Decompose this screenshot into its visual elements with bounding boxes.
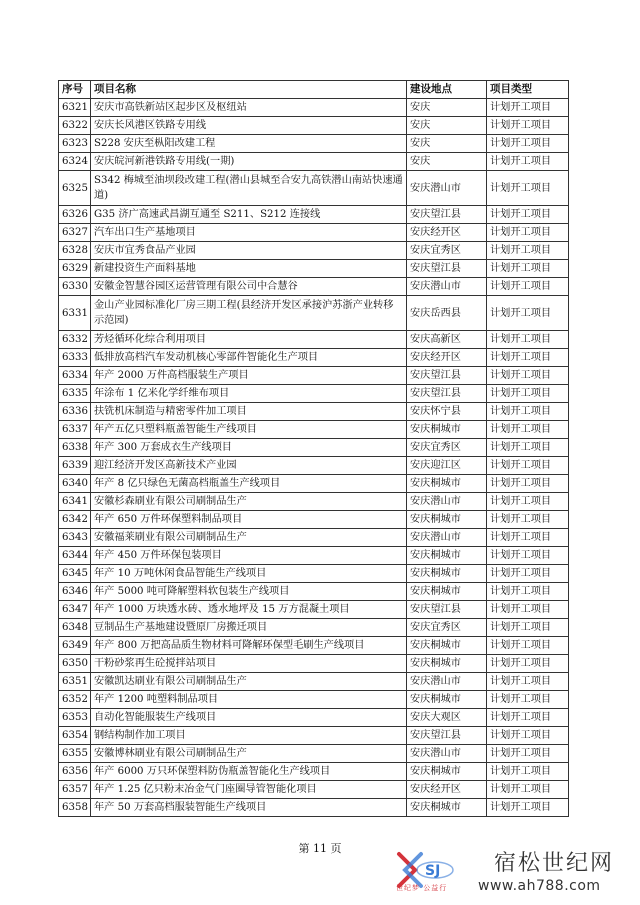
cell-location: 安庆宜秀区 bbox=[407, 242, 487, 260]
cell-project-type: 计划开工项目 bbox=[487, 529, 569, 547]
cell-project-name: 年产 450 万件环保包装项目 bbox=[91, 547, 407, 565]
cell-location: 安庆宜秀区 bbox=[407, 619, 487, 637]
table-row bbox=[59, 799, 569, 817]
table-row bbox=[59, 171, 569, 206]
cell-project-type: 计划开工项目 bbox=[487, 349, 569, 367]
cell-project-name: 年产 10 万吨休闲食品智能生产线项目 bbox=[91, 565, 407, 583]
cell-project-name: 年涂布 1 亿米化学纤维布项目 bbox=[91, 385, 407, 403]
cell-location: 安庆迎江区 bbox=[407, 457, 487, 475]
cell-serial: 6354 bbox=[59, 727, 91, 745]
cell-project-type: 计划开工项目 bbox=[487, 547, 569, 565]
cell-serial: 6336 bbox=[59, 403, 91, 421]
cell-location: 安庆桐城市 bbox=[407, 421, 487, 439]
project-table bbox=[58, 80, 569, 817]
cell-project-name: 年产 5000 吨可降解塑料软包装生产线项目 bbox=[91, 583, 407, 601]
table-row bbox=[59, 278, 569, 296]
cell-location: 安庆望江县 bbox=[407, 206, 487, 224]
cell-serial: 6357 bbox=[59, 781, 91, 799]
cell-project-name: 安庆皖河新港铁路专用线(一期) bbox=[91, 153, 407, 171]
cell-serial: 6321 bbox=[59, 99, 91, 117]
cell-project-type: 计划开工项目 bbox=[487, 153, 569, 171]
cell-project-type: 计划开工项目 bbox=[487, 403, 569, 421]
cell-serial: 6328 bbox=[59, 242, 91, 260]
cell-project-name: 年产 6000 万只环保塑料防伪瓶盖智能化生产线项目 bbox=[91, 763, 407, 781]
cell-project-name: 汽车出口生产基地项目 bbox=[91, 224, 407, 242]
table-row bbox=[59, 475, 569, 493]
site-url: www.ah788.com bbox=[478, 878, 601, 894]
table-row bbox=[59, 637, 569, 655]
cell-project-type: 计划开工项目 bbox=[487, 691, 569, 709]
cell-project-name: 金山产业园标准化厂房三期工程(县经济开发区承接沪苏浙产业转移示范园) bbox=[91, 296, 407, 331]
cell-serial: 6342 bbox=[59, 511, 91, 529]
table-row bbox=[59, 206, 569, 224]
table-row bbox=[59, 691, 569, 709]
cell-location: 安庆潜山市 bbox=[407, 529, 487, 547]
cell-serial: 6351 bbox=[59, 673, 91, 691]
cell-project-type: 计划开工项目 bbox=[487, 493, 569, 511]
cell-serial: 6335 bbox=[59, 385, 91, 403]
header-serial: 序号 bbox=[59, 81, 91, 99]
cell-project-name: 扶铣机床制造与精密零件加工项目 bbox=[91, 403, 407, 421]
cell-location: 安庆大观区 bbox=[407, 709, 487, 727]
cell-serial: 6340 bbox=[59, 475, 91, 493]
cell-project-type: 计划开工项目 bbox=[487, 763, 569, 781]
cell-location: 安庆潜山市 bbox=[407, 745, 487, 763]
page-number: 第 11 页 bbox=[298, 842, 342, 855]
cell-location: 安庆桐城市 bbox=[407, 637, 487, 655]
cell-serial: 6334 bbox=[59, 367, 91, 385]
cell-project-name: 年产 1200 吨塑料制品项目 bbox=[91, 691, 407, 709]
table-row bbox=[59, 224, 569, 242]
cell-project-type: 计划开工项目 bbox=[487, 224, 569, 242]
cell-location: 安庆高新区 bbox=[407, 331, 487, 349]
cell-project-name: 干粉砂浆再生砼搅拌站项目 bbox=[91, 655, 407, 673]
cell-project-name: 安徽凯达刷业有限公司刷制品生产 bbox=[91, 673, 407, 691]
cell-location: 安庆 bbox=[407, 135, 487, 153]
cell-project-name: 安徽杉森刷业有限公司刷制品生产 bbox=[91, 493, 407, 511]
cell-serial: 6346 bbox=[59, 583, 91, 601]
cell-location: 安庆怀宁县 bbox=[407, 403, 487, 421]
cell-location: 安庆 bbox=[407, 99, 487, 117]
cell-project-type: 计划开工项目 bbox=[487, 439, 569, 457]
cell-location: 安庆望江县 bbox=[407, 367, 487, 385]
cell-project-name: 自动化智能服装生产线项目 bbox=[91, 709, 407, 727]
cell-project-type: 计划开工项目 bbox=[487, 206, 569, 224]
table-row bbox=[59, 781, 569, 799]
table-row bbox=[59, 439, 569, 457]
cell-project-name: S228 安庆至枞阳改建工程 bbox=[91, 135, 407, 153]
table-row bbox=[59, 117, 569, 135]
cell-project-name: 年产 1.25 亿只粉末冶金气门座圈导管智能化项目 bbox=[91, 781, 407, 799]
cell-project-type: 计划开工项目 bbox=[487, 135, 569, 153]
cell-location: 安庆经开区 bbox=[407, 224, 487, 242]
cell-project-name: 年产 50 万套高档服装智能生产线项目 bbox=[91, 799, 407, 817]
cell-project-name: 年产 1000 万块透水砖、透水地坪及 15 万方混凝土项目 bbox=[91, 601, 407, 619]
cell-location: 安庆宜秀区 bbox=[407, 439, 487, 457]
cell-project-name: S342 梅城至油坝段改建工程(潜山县城至合安九高铁潜山南站快速通道) bbox=[91, 171, 407, 206]
table-row bbox=[59, 727, 569, 745]
cell-project-type: 计划开工项目 bbox=[487, 117, 569, 135]
header-project-type: 项目类型 bbox=[487, 81, 569, 99]
cell-serial: 6348 bbox=[59, 619, 91, 637]
cell-project-type: 计划开工项目 bbox=[487, 727, 569, 745]
table-row bbox=[59, 493, 569, 511]
cell-location: 安庆桐城市 bbox=[407, 799, 487, 817]
cell-location: 安庆桐城市 bbox=[407, 763, 487, 781]
cell-project-type: 计划开工项目 bbox=[487, 421, 569, 439]
table-row bbox=[59, 763, 569, 781]
cell-location: 安庆桐城市 bbox=[407, 547, 487, 565]
cell-project-type: 计划开工项目 bbox=[487, 260, 569, 278]
cell-serial: 6329 bbox=[59, 260, 91, 278]
cell-project-type: 计划开工项目 bbox=[487, 619, 569, 637]
cell-serial: 6332 bbox=[59, 331, 91, 349]
cell-serial: 6344 bbox=[59, 547, 91, 565]
cell-project-type: 计划开工项目 bbox=[487, 296, 569, 331]
cell-location: 安庆 bbox=[407, 117, 487, 135]
cell-project-type: 计划开工项目 bbox=[487, 511, 569, 529]
table-row bbox=[59, 296, 569, 331]
cell-project-type: 计划开工项目 bbox=[487, 565, 569, 583]
cell-serial: 6333 bbox=[59, 349, 91, 367]
cell-project-name: 安庆市宜秀食品产业园 bbox=[91, 242, 407, 260]
table-row bbox=[59, 673, 569, 691]
table-row bbox=[59, 421, 569, 439]
cell-serial: 6322 bbox=[59, 117, 91, 135]
table-row bbox=[59, 99, 569, 117]
cell-serial: 6358 bbox=[59, 799, 91, 817]
table-row bbox=[59, 619, 569, 637]
cell-project-name: G35 济广高速武昌湖互通至 S211、S212 连接线 bbox=[91, 206, 407, 224]
cell-location: 安庆桐城市 bbox=[407, 565, 487, 583]
table-row bbox=[59, 583, 569, 601]
cell-project-type: 计划开工项目 bbox=[487, 475, 569, 493]
header-location: 建设地点 bbox=[407, 81, 487, 99]
cell-location: 安庆望江县 bbox=[407, 601, 487, 619]
cell-serial: 6337 bbox=[59, 421, 91, 439]
cell-project-type: 计划开工项目 bbox=[487, 331, 569, 349]
cell-location: 安庆望江县 bbox=[407, 727, 487, 745]
cell-project-type: 计划开工项目 bbox=[487, 242, 569, 260]
cell-project-type: 计划开工项目 bbox=[487, 367, 569, 385]
table-row bbox=[59, 457, 569, 475]
cell-project-type: 计划开工项目 bbox=[487, 583, 569, 601]
cell-serial: 6325 bbox=[59, 171, 91, 206]
cell-serial: 6341 bbox=[59, 493, 91, 511]
cell-location: 安庆潜山市 bbox=[407, 673, 487, 691]
cell-location: 安庆望江县 bbox=[407, 385, 487, 403]
cell-project-type: 计划开工项目 bbox=[487, 171, 569, 206]
cell-project-type: 计划开工项目 bbox=[487, 385, 569, 403]
cell-location: 安庆经开区 bbox=[407, 781, 487, 799]
cell-location: 安庆桐城市 bbox=[407, 583, 487, 601]
table-row bbox=[59, 135, 569, 153]
table-row bbox=[59, 349, 569, 367]
table-row bbox=[59, 709, 569, 727]
cell-location: 安庆 bbox=[407, 153, 487, 171]
cell-project-type: 计划开工项目 bbox=[487, 709, 569, 727]
cell-project-name: 芳烃循环化综合利用项目 bbox=[91, 331, 407, 349]
cell-serial: 6352 bbox=[59, 691, 91, 709]
cell-serial: 6343 bbox=[59, 529, 91, 547]
cell-project-type: 计划开工项目 bbox=[487, 457, 569, 475]
table-row bbox=[59, 331, 569, 349]
cell-project-name: 年产 2000 万件高档服装生产项目 bbox=[91, 367, 407, 385]
cell-location: 安庆潜山市 bbox=[407, 493, 487, 511]
cell-location: 安庆潜山市 bbox=[407, 278, 487, 296]
logo-text: SJ bbox=[425, 863, 441, 879]
table-row bbox=[59, 601, 569, 619]
table-row bbox=[59, 511, 569, 529]
cell-location: 安庆经开区 bbox=[407, 349, 487, 367]
cell-serial: 6330 bbox=[59, 278, 91, 296]
cell-serial: 6326 bbox=[59, 206, 91, 224]
cell-serial: 6350 bbox=[59, 655, 91, 673]
cell-location: 安庆桐城市 bbox=[407, 655, 487, 673]
table-row bbox=[59, 565, 569, 583]
cell-project-name: 豆制品生产基地建设暨原厂房搬迁项目 bbox=[91, 619, 407, 637]
table-row bbox=[59, 529, 569, 547]
cell-project-name: 钢结构制作加工项目 bbox=[91, 727, 407, 745]
table-row bbox=[59, 547, 569, 565]
header-project-name: 项目名称 bbox=[91, 81, 407, 99]
cell-location: 安庆桐城市 bbox=[407, 475, 487, 493]
table-row bbox=[59, 367, 569, 385]
cell-serial: 6347 bbox=[59, 601, 91, 619]
cell-project-name: 年产 650 万件环保塑料制品项目 bbox=[91, 511, 407, 529]
cell-project-type: 计划开工项目 bbox=[487, 99, 569, 117]
cell-project-name: 安庆市高铁新站区起步区及枢纽站 bbox=[91, 99, 407, 117]
cell-serial: 6324 bbox=[59, 153, 91, 171]
table-row bbox=[59, 242, 569, 260]
cell-location: 安庆岳西县 bbox=[407, 296, 487, 331]
logo-tagline: 世纪梦 公益行 bbox=[396, 884, 448, 892]
table-row bbox=[59, 153, 569, 171]
cell-location: 安庆望江县 bbox=[407, 260, 487, 278]
table-row bbox=[59, 745, 569, 763]
table-header-row bbox=[59, 81, 569, 99]
cell-project-name: 迎江经济开发区高新技术产业园 bbox=[91, 457, 407, 475]
cell-serial: 6345 bbox=[59, 565, 91, 583]
cell-project-name: 安徽博林刷业有限公司刷制品生产 bbox=[91, 745, 407, 763]
cell-project-type: 计划开工项目 bbox=[487, 745, 569, 763]
cell-serial: 6349 bbox=[59, 637, 91, 655]
table-row bbox=[59, 260, 569, 278]
cell-serial: 6323 bbox=[59, 135, 91, 153]
cell-location: 安庆桐城市 bbox=[407, 511, 487, 529]
site-name: 宿松世纪网 bbox=[494, 851, 615, 876]
cell-project-name: 年产 800 万把高品质生物材料可降解环保型毛刷生产线项目 bbox=[91, 637, 407, 655]
cell-project-name: 年产 300 万套成衣生产线项目 bbox=[91, 439, 407, 457]
cell-project-name: 低排放高档汽车发动机核心零部件智能化生产项目 bbox=[91, 349, 407, 367]
cell-project-type: 计划开工项目 bbox=[487, 673, 569, 691]
cell-project-name: 安徽福莱刷业有限公司刷制品生产 bbox=[91, 529, 407, 547]
cell-serial: 6339 bbox=[59, 457, 91, 475]
table-row bbox=[59, 655, 569, 673]
cell-project-type: 计划开工项目 bbox=[487, 278, 569, 296]
cell-project-name: 新建投资生产面料基地 bbox=[91, 260, 407, 278]
table-body bbox=[59, 99, 569, 817]
cell-serial: 6331 bbox=[59, 296, 91, 331]
cell-serial: 6327 bbox=[59, 224, 91, 242]
cell-project-name: 年产五亿只塑料瓶盖智能生产线项目 bbox=[91, 421, 407, 439]
cell-serial: 6353 bbox=[59, 709, 91, 727]
cell-project-type: 计划开工项目 bbox=[487, 655, 569, 673]
cell-project-type: 计划开工项目 bbox=[487, 601, 569, 619]
cell-project-name: 安庆长风港区铁路专用线 bbox=[91, 117, 407, 135]
table-row bbox=[59, 403, 569, 421]
cell-serial: 6355 bbox=[59, 745, 91, 763]
cell-project-name: 安徽金智慧谷园区运营管理有限公司中合慧谷 bbox=[91, 278, 407, 296]
cell-serial: 6356 bbox=[59, 763, 91, 781]
cell-project-type: 计划开工项目 bbox=[487, 799, 569, 817]
cell-project-type: 计划开工项目 bbox=[487, 781, 569, 799]
cell-project-type: 计划开工项目 bbox=[487, 637, 569, 655]
cell-project-name: 年产 8 亿只绿色无菌高档瓶盖生产线项目 bbox=[91, 475, 407, 493]
cell-serial: 6338 bbox=[59, 439, 91, 457]
cell-location: 安庆潜山市 bbox=[407, 171, 487, 206]
cell-location: 安庆桐城市 bbox=[407, 691, 487, 709]
table-row bbox=[59, 385, 569, 403]
